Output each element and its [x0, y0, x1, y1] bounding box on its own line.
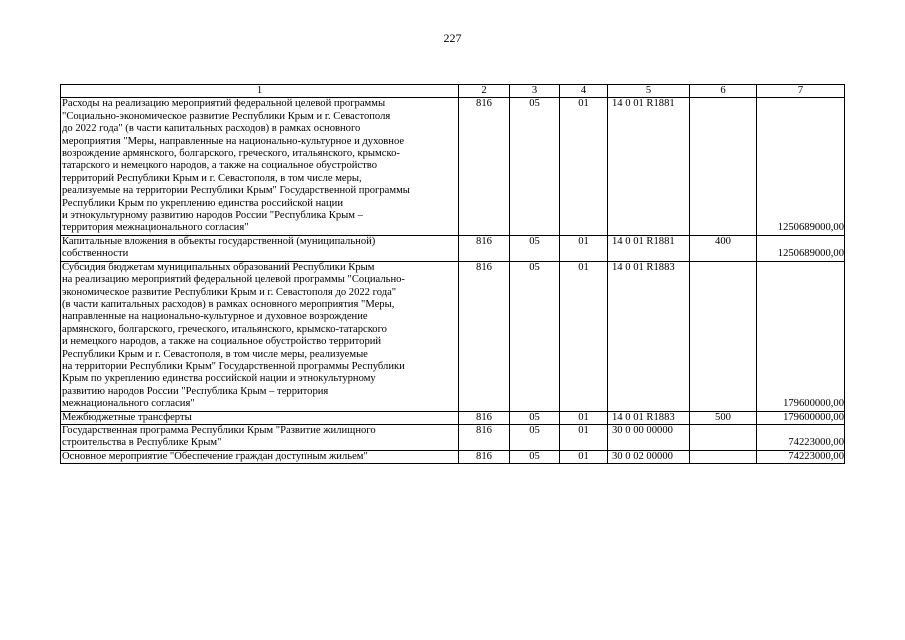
table-row: [61, 450, 845, 463]
header-col-3: 3: [510, 85, 560, 98]
row-subsection: 01: [560, 450, 608, 463]
row-name-text: Основное мероприятие "Обеспечение граждан доступным жильем": [62, 450, 368, 462]
header-col-7: 7: [757, 85, 845, 98]
row-name: [61, 261, 459, 411]
row-amount: 179600000,00: [757, 411, 845, 424]
row-name-text: Капитальные вложения в объекты государственной (муниципальной) собственности: [62, 235, 376, 260]
row-amount: 74223000,00: [757, 424, 845, 450]
row-target-article: 14 0 01 R1883: [608, 411, 690, 424]
row-target-article: 30 0 02 00000: [608, 450, 690, 463]
row-name: [61, 424, 459, 450]
row-ministry: 816: [459, 450, 510, 463]
row-name: [61, 450, 459, 463]
row-name: [61, 411, 459, 424]
table-row: [61, 411, 845, 424]
row-ministry: 816: [459, 424, 510, 450]
row-section: 05: [510, 98, 560, 235]
row-expense-type: 500: [690, 411, 757, 424]
row-target-article: 30 0 00 00000: [608, 424, 690, 450]
row-amount: 1250689000,00: [757, 98, 845, 235]
header-col-2: 2: [459, 85, 510, 98]
row-ministry: 816: [459, 261, 510, 411]
row-section: 05: [510, 424, 560, 450]
row-name-text: Государственная программа Республики Крым "Развитие жилищного строительства в Республике Крым": [62, 424, 376, 449]
row-target-article: 14 0 01 R1881: [608, 98, 690, 235]
row-ministry: 816: [459, 235, 510, 261]
row-expense-type: [690, 261, 757, 411]
row-subsection: 01: [560, 424, 608, 450]
row-expense-type: [690, 98, 757, 235]
page-number: 227: [443, 31, 462, 45]
row-expense-type: [690, 450, 757, 463]
row-name: [61, 98, 459, 235]
row-ministry: 816: [459, 98, 510, 235]
table-row: [61, 424, 845, 450]
table-row: [61, 235, 845, 261]
row-section: 05: [510, 261, 560, 411]
row-name: [61, 235, 459, 261]
row-target-article: 14 0 01 R1881: [608, 235, 690, 261]
row-subsection: 01: [560, 235, 608, 261]
budget-table: [60, 84, 845, 464]
row-amount: 179600000,00: [757, 261, 845, 411]
row-subsection: 01: [560, 261, 608, 411]
row-amount: 74223000,00: [757, 450, 845, 463]
row-section: 05: [510, 411, 560, 424]
table-row: [61, 98, 845, 235]
row-expense-type: 400: [690, 235, 757, 261]
header-row: [61, 85, 845, 98]
table-row: [61, 261, 845, 411]
header-col-6: 6: [690, 85, 757, 98]
header-col-1: 1: [61, 85, 459, 98]
row-section: 05: [510, 450, 560, 463]
row-name-text: Субсидия бюджетам муниципальных образований Республики Крым на реализацию мероприятий федеральной целевой программы "Социально- экономическое развитие Республики Крым и г. Севастополя до 2022 года" (в части капитальных расходов) в рамках основного мероприятия "Меры, направленные на национально-культурное и духовное возрождение армянского, болгарского, греческого, итальянского, крымско-татарского и немецкого народов, а также на социальное обустройство территорий Республики Крым и г. Севастополя, в том числе меры, реализуемые на территории Республики Крым" Государственной программы Республики Крым по укреплению единства российской нации и этнокультурному развитию народов России "Республика Крым – территория межнационального согласия": [62, 261, 405, 410]
row-ministry: 816: [459, 411, 510, 424]
row-subsection: 01: [560, 98, 608, 235]
header-col-4: 4: [560, 85, 608, 98]
row-section: 05: [510, 235, 560, 261]
row-expense-type: [690, 424, 757, 450]
header-col-5: 5: [608, 85, 690, 98]
row-name-text: Межбюджетные трансферты: [62, 411, 192, 423]
row-name-text: Расходы на реализацию мероприятий федеральной целевой программы "Социально-экономическое развитие Республики Крым и г. Севастополя до 2022 года" (в части капитальных расходов) в рамках основного мероприятия "Меры, направленные на национально-культурное и духовное возрождение армянского, болгарского, греческого, итальянского, крымско- татарского и немецкого народов, а также на социальное обустройство территорий Республики Крым и г. Севастополя, в том числе меры, реализуемые на территории Республики Крым" Государственной программы Республики Крым по укреплению единства российской нации и этнокультурному развитию народов России "Республика Крым – территория межнационального согласия": [62, 98, 410, 234]
row-target-article: 14 0 01 R1883: [608, 261, 690, 411]
row-subsection: 01: [560, 411, 608, 424]
row-amount: 1250689000,00: [757, 235, 845, 261]
